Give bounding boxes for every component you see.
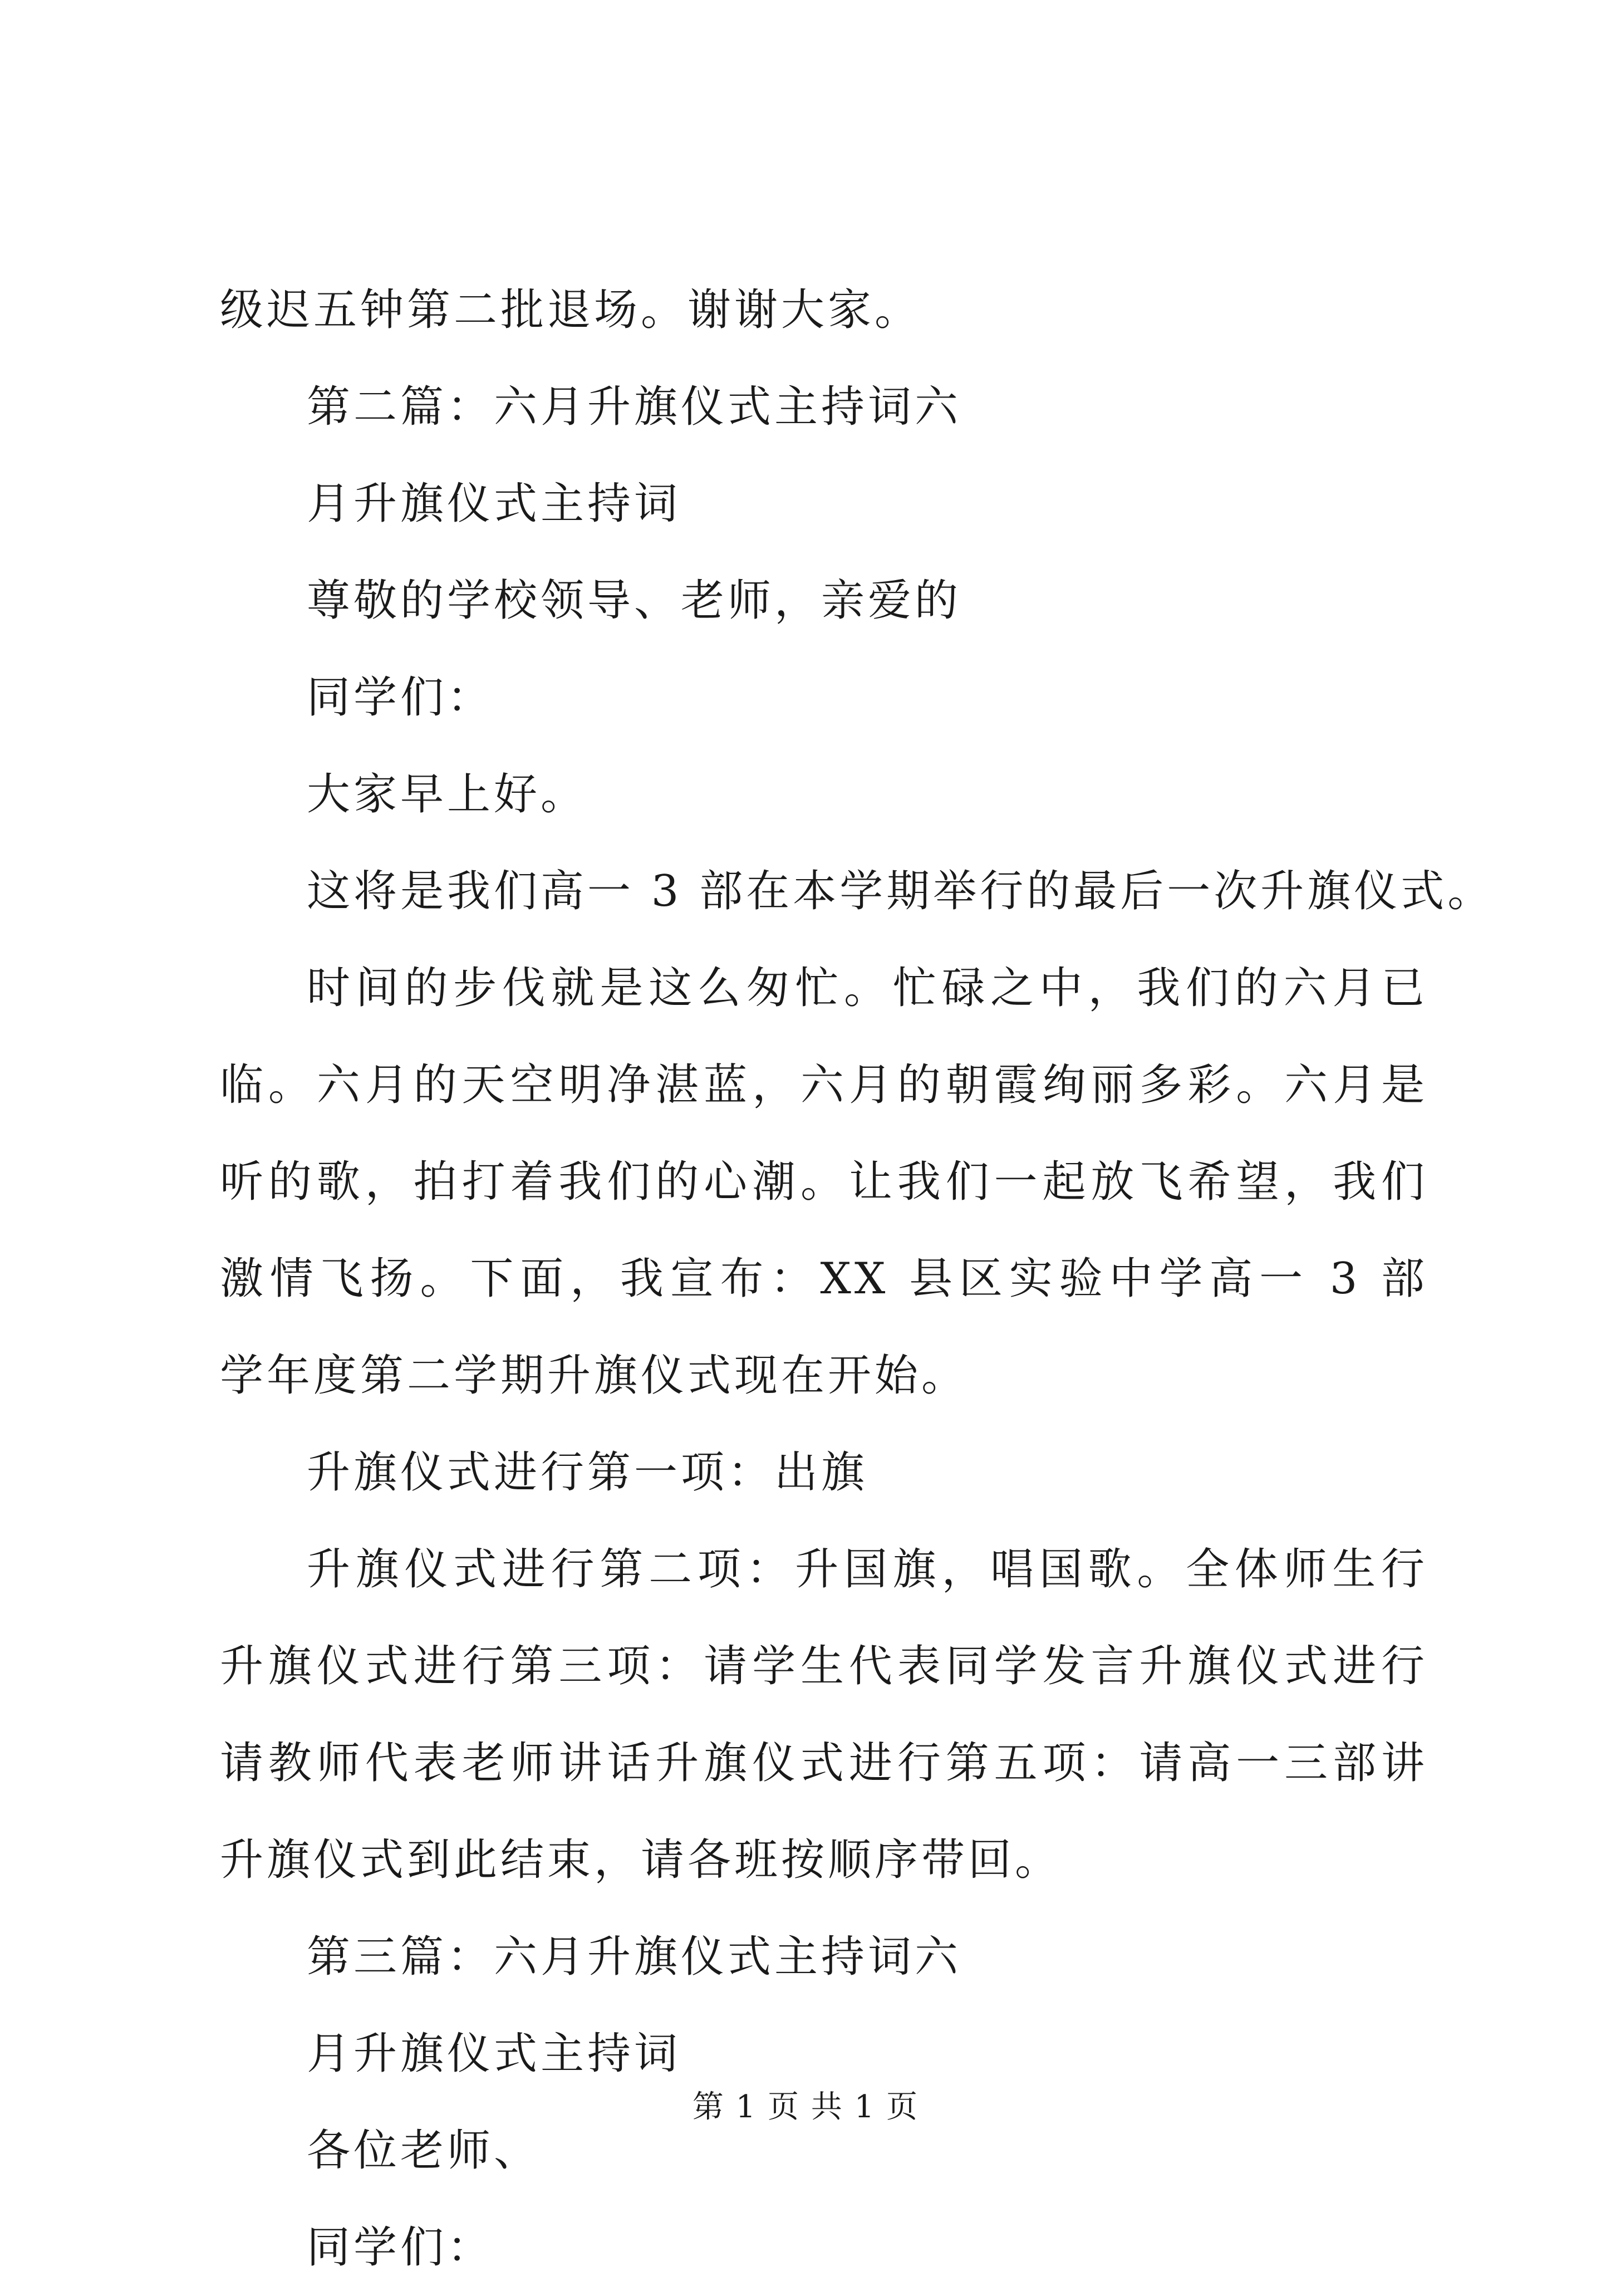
paragraph-line: 请教师代表老师讲话升旗仪式进行第五项：请高一三部讲 xyxy=(220,1738,1428,1788)
paragraph-line: 时间的步伐就是这么匆忙。忙碌之中，我们的六月已 xyxy=(307,963,1428,1013)
paragraph-line: 同学们： xyxy=(307,673,494,723)
paragraph-line: 大家早上好。 xyxy=(307,769,588,820)
paragraph-line: 激情飞扬。下面，我宣布：XX 县区实验中学高一 3 部 xyxy=(220,1254,1428,1304)
section-heading: 第二篇：六月升旗仪式主持词六 xyxy=(307,382,962,432)
paragraph-line: 升旗仪式进行第一项：出旗 xyxy=(307,1448,868,1498)
section-heading: 月升旗仪式主持词 xyxy=(307,479,681,529)
paragraph-line: 学年度第二学期升旗仪式现在开始。 xyxy=(220,1351,969,1401)
page-number-footer: 第 1 页 共 1 页 xyxy=(692,2089,919,2125)
section-heading: 月升旗仪式主持词 xyxy=(307,2029,681,2079)
paragraph-line: 升旗仪式到此结束，请各班按顺序带回。 xyxy=(220,1835,1062,1885)
paragraph-line: 这将是我们高一 3 部在本学期举行的最后一次升旗仪式。 xyxy=(307,866,1495,916)
paragraph-line: 升旗仪式进行第二项：升国旗，唱国歌。全体师生行 xyxy=(307,1544,1428,1595)
section-heading: 第三篇：六月升旗仪式主持词六 xyxy=(307,1932,962,1982)
document-body xyxy=(220,262,1495,2296)
paragraph-line: 各位老师、 xyxy=(307,2126,541,2176)
paragraph-line: 临。六月的天空明净湛蓝，六月的朝霞绚丽多彩。六月是 xyxy=(220,1060,1428,1110)
paragraph-line: 升旗仪式进行第三项：请学生代表同学发言升旗仪式进行 xyxy=(220,1641,1428,1691)
paragraph-line: 级迟五钟第二批退场。谢谢大家。 xyxy=(220,285,922,335)
paragraph-line: 尊敬的学校领导、老师，亲爱的 xyxy=(307,576,962,626)
paragraph-line: 听的歌，拍打着我们的心潮。让我们一起放飞希望，我们 xyxy=(220,1157,1428,1207)
paragraph-line: 同学们： xyxy=(307,2223,494,2273)
